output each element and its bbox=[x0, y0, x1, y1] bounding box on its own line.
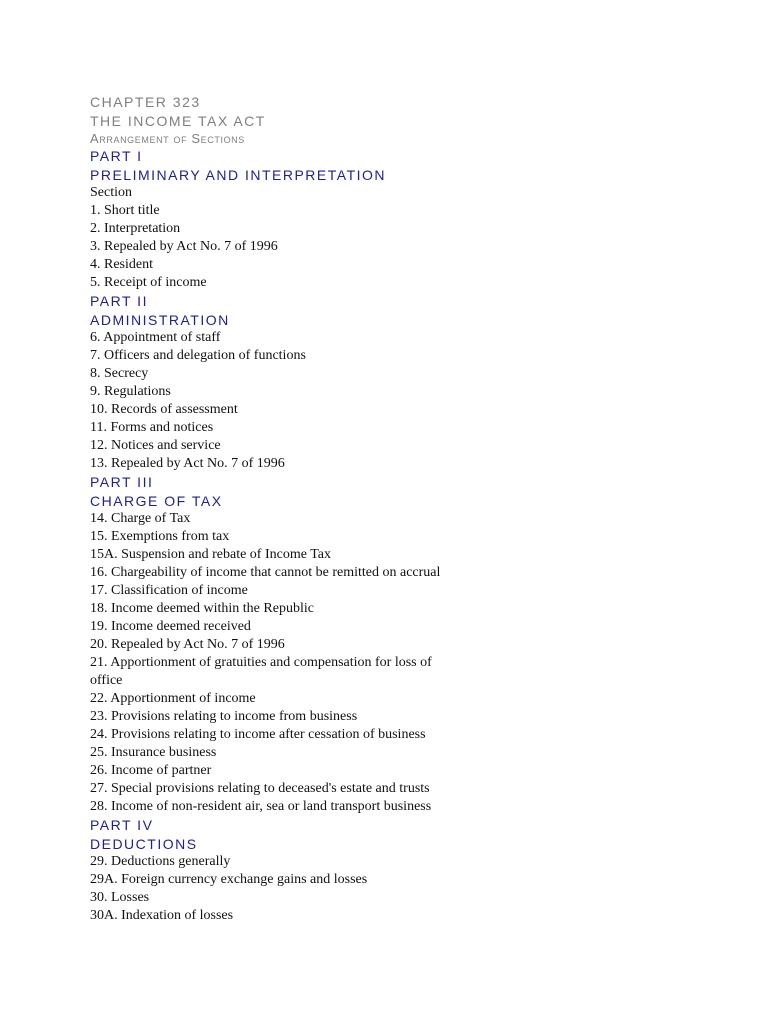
part-title: PRELIMINARY AND INTERPRETATION bbox=[90, 166, 387, 183]
section-entry: 15. Exemptions from tax bbox=[90, 529, 230, 544]
arrangement-heading: Arrangement of Sections bbox=[90, 131, 245, 146]
chapter-number: CHAPTER 323 bbox=[90, 94, 201, 110]
section-entry: 26. Income of partner bbox=[90, 763, 212, 778]
section-entry: 27. Special provisions relating to deceased's estate and trusts bbox=[90, 781, 430, 796]
section-entry: 6. Appointment of staff bbox=[90, 330, 221, 345]
section-entry: 20. Repealed by Act No. 7 of 1996 bbox=[90, 637, 285, 652]
section-entry: 13. Repealed by Act No. 7 of 1996 bbox=[90, 456, 285, 471]
part-label: PART I bbox=[90, 148, 143, 164]
section-column-label: Section bbox=[90, 185, 132, 200]
section-entry: 21. Apportionment of gratuities and compensation for loss of bbox=[90, 655, 432, 670]
section-entry: 29A. Foreign currency exchange gains and losses bbox=[90, 872, 368, 887]
section-entry: 19. Income deemed received bbox=[90, 619, 251, 634]
section-entry: 30A. Indexation of losses bbox=[90, 908, 234, 923]
section-entry: 25. Insurance business bbox=[90, 745, 217, 760]
parts-list bbox=[90, 147, 730, 925]
part-label: PART IV bbox=[90, 817, 154, 833]
section-entry: 7. Officers and delegation of functions bbox=[90, 348, 306, 363]
section-entry: 2. Interpretation bbox=[90, 221, 181, 236]
section-entry: 4. Resident bbox=[90, 257, 153, 272]
part-title: DEDUCTIONS bbox=[90, 835, 198, 852]
act-title: THE INCOME TAX ACT bbox=[90, 112, 266, 129]
section-entry: 23. Provisions relating to income from business bbox=[90, 709, 358, 724]
section-entry: 22. Apportionment of income bbox=[90, 691, 256, 706]
section-entry: 29. Deductions generally bbox=[90, 854, 231, 869]
section-entry: 11. Forms and notices bbox=[90, 420, 214, 435]
section-entry: 3. Repealed by Act No. 7 of 1996 bbox=[90, 239, 278, 254]
section-entry: 30. Losses bbox=[90, 890, 150, 905]
section-entry: office bbox=[90, 673, 123, 688]
section-entry: 15A. Suspension and rebate of Income Tax bbox=[90, 547, 331, 562]
section-entry: 14. Charge of Tax bbox=[90, 511, 191, 526]
section-entry: 24. Provisions relating to income after cessation of business bbox=[90, 727, 426, 742]
section-entry: 12. Notices and service bbox=[90, 438, 221, 453]
section-entry: 16. Chargeability of income that cannot be remitted on accrual bbox=[90, 565, 441, 580]
document-body bbox=[90, 93, 730, 925]
section-entry: 5. Receipt of income bbox=[90, 275, 207, 290]
section-entry: 18. Income deemed within the Republic bbox=[90, 601, 314, 616]
section-entry: 17. Classification of income bbox=[90, 583, 248, 598]
section-entry: 9. Regulations bbox=[90, 384, 171, 399]
part-label: PART III bbox=[90, 474, 154, 490]
section-entry: 1. Short title bbox=[90, 203, 160, 218]
section-entry: 8. Secrecy bbox=[90, 366, 149, 381]
section-entry: 28. Income of non-resident air, sea or land transport business bbox=[90, 799, 432, 814]
part-title: CHARGE OF TAX bbox=[90, 492, 223, 509]
section-entry: 10. Records of assessment bbox=[90, 402, 238, 417]
part-label: PART II bbox=[90, 293, 148, 309]
part-title: ADMINISTRATION bbox=[90, 311, 230, 328]
